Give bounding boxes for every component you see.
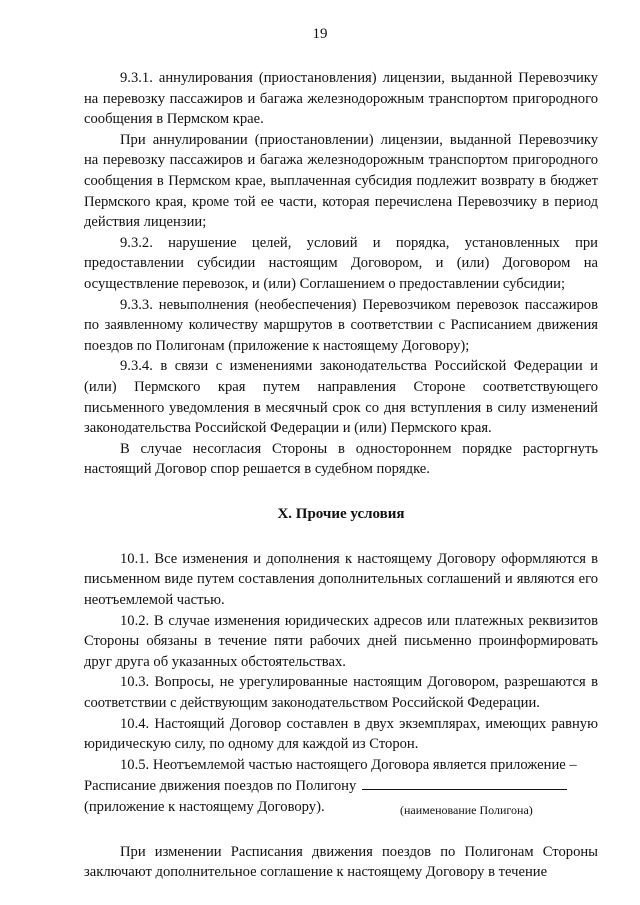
paragraph-schedule-change: При изменении Расписания движения поездов по Полигонам Стороны заключают дополнительное соглашение к настоящему Договору в течение	[84, 843, 598, 881]
document-body	[84, 68, 598, 883]
paragraph-9-3-2: 9.3.2. нарушение целей, условий и порядка, установленных при предоставлении субсидии настоящим Договором, и (или) Договором на осуществление перевозок, и (или) Соглашением о предоставлении субсидии;	[84, 234, 598, 292]
appendix-label: (приложение к настоящему Договору).	[84, 799, 325, 815]
paragraph-10-2: 10.2. В случае изменения юридических адресов или платежных реквизитов Стороны обязаны в течение пяти рабочих дней письменно проинформировать друг друга об указанных обстоятельствах.	[84, 612, 598, 670]
paragraph-10-1: 10.1. Все изменения и дополнения к настоящему Договору оформляются в письменном виде путем составления дополнительных соглашений и являются его неотъемлемой частью.	[84, 550, 598, 609]
polygon-name-row	[84, 775, 598, 797]
appendix-row	[84, 797, 598, 818]
paragraph-9-3-1: 9.3.1. аннулирования (приостановления) лицензии, выданной Перевозчику на перевозку пассажиров и багажа железнодорожным транспортом пригородного сообщения в Пермском крае.	[84, 70, 598, 128]
paragraph-10-3: 10.3. Вопросы, не урегулированные настоящим Договором, разрешаются в соответствии с действующим законодательством Российской Федерации.	[84, 674, 598, 712]
paragraph-disagreement: В случае несогласия Стороны в одностороннем порядке расторгнуть настоящий Договор спор решается в судебном порядке.	[84, 440, 598, 478]
paragraph-10-4: 10.4. Настоящий Договор составлен в двух экземплярах, имеющих равную юридическую силу, по одному для каждой из Сторон.	[84, 715, 598, 753]
paragraph-10-5: 10.5. Неотъемлемой частью настоящего Договора является приложение –	[120, 756, 577, 773]
blank-caption: (наименование Полигона)	[400, 803, 533, 817]
paragraph-9-3-4: 9.3.4. в связи с изменениями законодательства Российской Федерации и (или) Пермского края путем направления Стороне соответствующего письменного уведомления в месячный срок со дня вступления в силу изменений законодательства Российской Федерации и (или) Пермского края.	[84, 358, 598, 437]
polygon-name-blank	[362, 775, 567, 790]
paragraph-9-3-3: 9.3.3. невыполнения (необеспечения) Перевозчиком перевозок пассажиров по заявленному количеству маршрутов в соответствии с Расписанием движения поездов по Полигонам (приложение к настоящему Договору);	[84, 296, 598, 354]
section-title: X. Прочие условия	[277, 505, 405, 522]
page-number: 19	[312, 26, 328, 42]
paragraph-license-annulment: При аннулировании (приостановлении) лицензии, выданной Перевозчику на перевозку пассажиров и багажа железнодорожным транспортом пригородного сообщения в Пермском крае, выплаченная субсидия подлежит возврату в бюджет Пермского края, кроме той ее части, которая перечислена Перевозчику в период действия лицензии;	[84, 131, 598, 231]
schedule-label: Расписание движения поездов по Полигону	[84, 778, 357, 795]
